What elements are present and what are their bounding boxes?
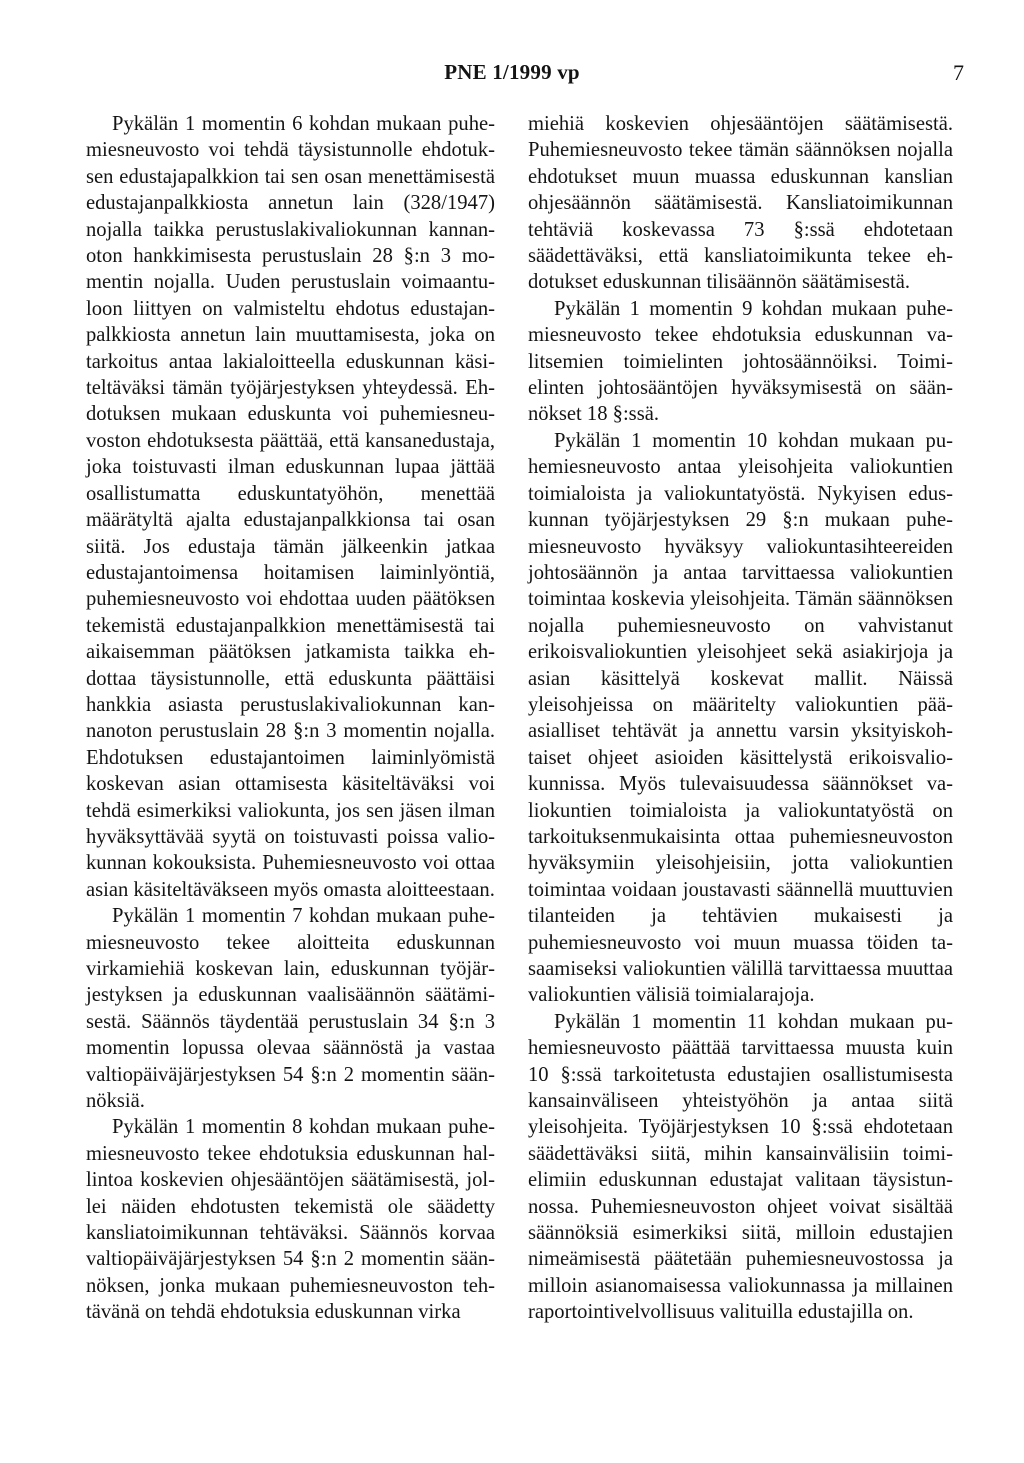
page-header <box>0 60 1024 90</box>
paragraph-section-7: Pykälän 1 momentin 7 kohdan mukaan puhemiesneuvosto tekee aloitteita eduskunnan virkamiehiä koskevan lain, eduskunnan työjärjestyksen ja eduskunnan vaalisäännön säätämisestä. Säännös täydentää perustuslain 34 §:n 3 momentin lopussa olevaa säännöstä ja vastaa valtiopäiväjärjestyksen 54 §:n 2 momentin säännöksiä. <box>86 905 495 1113</box>
right-column <box>528 111 953 1326</box>
paragraph-section-11: Pykälän 1 momentin 11 kohdan mukaan puhemiesneuvosto päättää tarvittaessa muusta kuin 10 §:ssä tarkoitetusta edustajien osallistumisesta kansainväliseen yhteistyöhön ja antaa siitä yleisohjeita. Työjärjestyksen 10 §:ssä ehdotetaan säädettäväksi siitä, mihin kansainvälisiin toimielimiin eduskunnan edustajat valitaan täysistunnossa. Puhemiesneuvoston ohjeet voivat sisältää säännöksiä esimerkiksi siitä, milloin edustajien nimeämisestä päätetään puhemiesneuvostossa ja milloin asianomaisessa valiokunnassa ja millainen raportointivelvollisuus valituilla edustajilla on. <box>528 1010 953 1324</box>
left-column <box>86 111 495 1326</box>
paragraph-section-10: Pykälän 1 momentin 10 kohdan mukaan puhemiesneuvosto antaa yleisohjeita valiokuntien toimialoista ja valiokuntatyöstä. Nykyisen eduskunnan työjärjestyksen 29 §:n mukaan puhemiesneuvosto hyväksyy valiokuntasihteereiden johtosäännön ja antaa tarvittaessa valiokuntien toimintaa koskevia yleisohjeita. Tämän säännöksen nojalla puhemiesneuvosto on vahvistanut erikoisvaliokuntien yleisohjeet sekä asiakirjoja ja asian käsittelyä koskevat mallit. Näissä yleisohjeissa on määritelty valiokuntien pääasialliset tehtävät ja annettu varsin yksityiskohtaiset ohjeet asioiden käsittelystä erikoisvaliokunnissa. Myös tulevaisuudessa säännökset valiokuntien toimialoista ja valiokuntatyöstä on tarkoituksenmukaisinta ottaa puhemiesneuvoston hyväksymiin yleisohjeisiin, jotta valiokuntien toimintaa voidaan joustavasti säännellä muuttuvien tilanteiden ja tehtävien mukaisesti ja puhemiesneuvosto voi muun muassa töiden tasaamiseksi valiokuntien välillä tarvittaessa muuttaa valiokuntien välisiä toimialarajoja. <box>528 429 953 1007</box>
paragraph-section-9: Pykälän 1 momentin 9 kohdan mukaan puhemiesneuvosto tekee ehdotuksia eduskunnan valitsemien toimielinten johtosäännöiksi. Toimielinten johtosääntöjen hyväksymisestä on säännökset 18 §:ssä. <box>528 297 953 426</box>
document-identifier: PNE 1/1999 vp <box>444 60 580 84</box>
paragraph-section-6: Pykälän 1 momentin 6 kohdan mukaan puhemiesneuvosto voi tehdä täysistunnolle ehdotuksen edustajapalkkion tai sen osan menettämisestä edustajanpalkkiosta annetun lain (328/1947) nojalla taikka perustuslakivaliokunnan kannanoton hankkimisesta perustuslain 28 §:n 3 momentin nojalla. Uuden perustuslain voimaantuloon liittyen on valmisteltu ehdotus edustajanpalkkiosta annetun lain muuttamisesta, joka on tarkoitus antaa lakialoitteella eduskunnan käsiteltäväksi tämän työjärjestyksen yhteydessä. Ehdotuksen mukaan eduskunta voi puhemiesneuvoston ehdotuksesta päättää, että kansanedustaja, joka toistuvasti ilman eduskunnan lupaa jättää osallistumatta eduskuntatyöhön, menettää määrätyltä ajalta edustajanpalkkionsa tai osan siitä. Jos edustaja tämän jälkeenkin jatkaa edustajantoimensa hoitamisen laiminlyöntiä, puhemiesneuvosto voi ehdottaa uuden päätöksen tekemistä edustajanpalkkion menettämisestä tai aikaisemman päätöksen jatkamista taikka ehdottaa täysistunnolle, että eduskunta päättäisi hankkia asiasta perustuslakivaliokunnan kannanoton perustuslain 28 §:n 3 momentin nojalla. Ehdotuksen edustajantoimen laiminlyömistä koskevan asian ottamisesta käsiteltäväksi voi tehdä esimerkiksi valiokunta, jos sen jäsen ilman hyväksyttävää syytä on toistuvasti poissa valiokunnan kokouksista. Puhemiesneuvosto voi ottaa asian käsiteltäväkseen myös omasta aloitteestaan. <box>86 113 495 901</box>
paragraph-section-8: Pykälän 1 momentin 8 kohdan mukaan puhemiesneuvosto tekee ehdotuksia eduskunnan hallintoa koskevien ohjesääntöjen säätämisestä, jollei näiden ehdotusten tekemistä ole säädetty kansliatoimikunnan tehtäväksi. Säännös korvaa valtiopäiväjärjestyksen 54 §:n 2 momentin säännöksen, jonka mukaan puhemiesneuvoston tehtävänä on tehdä ehdotuksia eduskunnan virka <box>86 1116 495 1324</box>
paragraph-section-8-continued: miehiä koskevien ohjesääntöjen säätämisestä. Puhemiesneuvosto tekee tämän säännöksen nojalla ehdotukset muun muassa eduskunnan kanslian ohjesäännön säätämisestä. Kansliatoimikunnan tehtäviä koskevassa 73 §:ssä ehdotetaan säädettäväksi, että kansliatoimikunta tekee ehdotukset eduskunnan tilisäännön säätämisestä. <box>528 113 953 294</box>
page-number: 7 <box>953 60 964 85</box>
